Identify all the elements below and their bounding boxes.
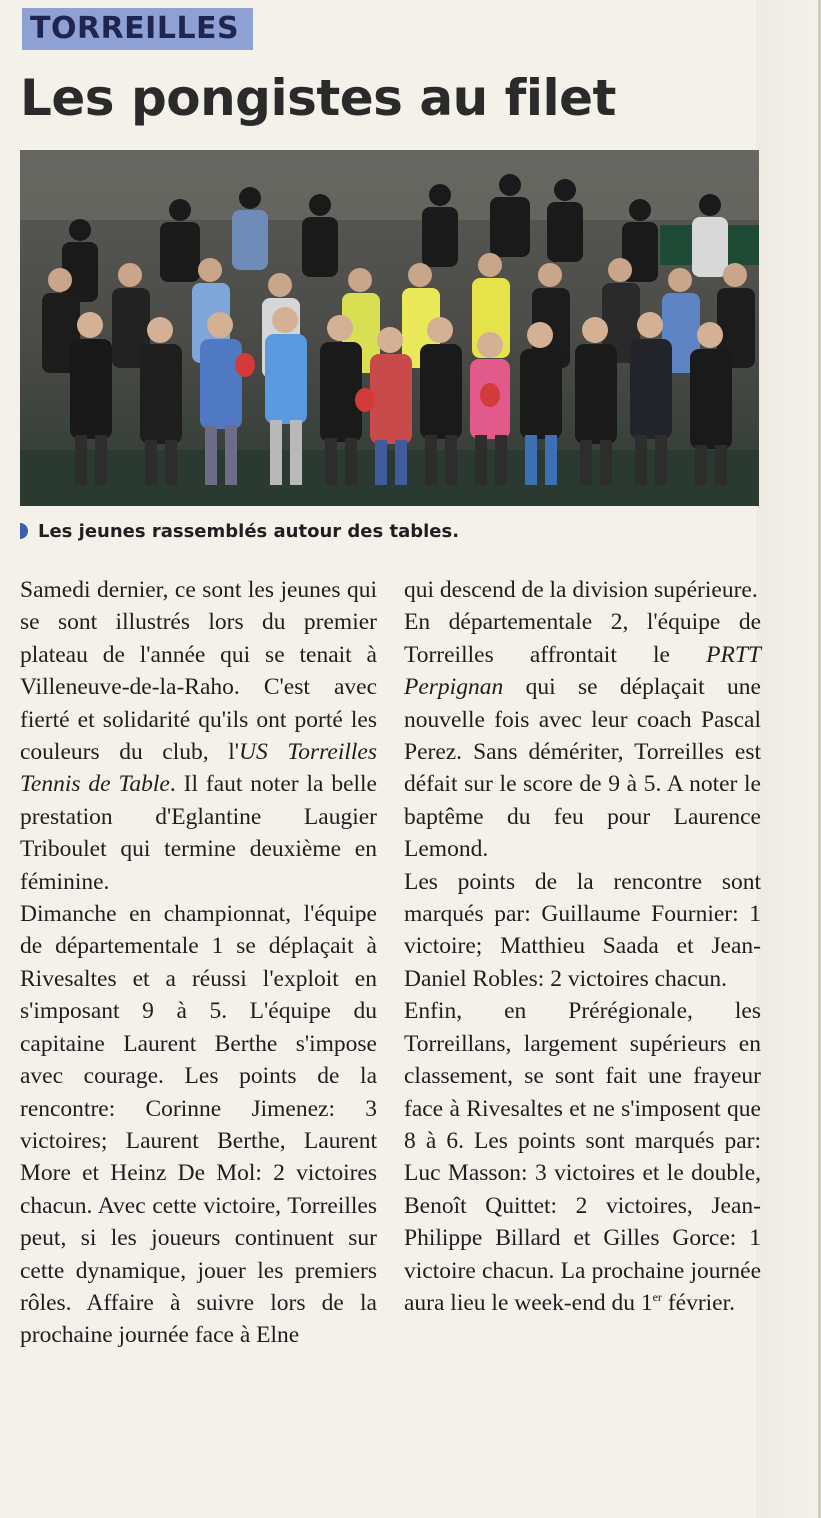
- article-paragraph: Les points de la rencontre sont marqués par: Guillaume Fournier: 1 victoire; Matthieu Saada et Jean-Daniel Robles: 2 victoires chacun.: [404, 868, 761, 992]
- text-run: Enfin, en Prérégionale, les Torreillans, largement supérieurs en classement, se sont fait une frayeur face à Rivesaltes et ne s'imposent que 8 à 6. Les points sont marqués par: Luc Masson: 3 victoires et le double, Benoît Quittet: 2 victoires, Jean-Philippe Billard et Gilles Gorce: 1 victoire chacun. La prochaine journée aura lieu le week-end du 1: [404, 998, 761, 1316]
- caption-marker-icon: [20, 523, 28, 539]
- article-column-right: [404, 574, 761, 1319]
- article-paragraph: [404, 606, 761, 865]
- article-paragraph: qui descend de la division supérieure.: [404, 577, 758, 603]
- text-run: qui se déplaçait une nouvelle fois avec leur coach Pascal Perez. Sans démériter, Torreilles est défait sur le score de 9 à 5. A noter le baptême du feu pour Laurence Lemond.: [404, 674, 761, 863]
- article-paragraph: [404, 995, 761, 1319]
- caption-text: Les jeunes rassemblés autour des tables.: [38, 521, 460, 542]
- photo-caption: [20, 518, 760, 546]
- section-rubric: TORREILLES: [22, 8, 253, 50]
- text-run: Samedi dernier, ce sont les jeunes qui se sont illustrés lors du premier plateau de l'année qui se tenait à Villeneuve-de-la-Raho. C'est avec fierté et solidarité qu'ils ont porté les couleurs du club, l': [20, 577, 377, 766]
- club-name: PRTT Perpignan: [404, 641, 761, 701]
- headline: Les pongistes au filet: [20, 69, 616, 127]
- photo-illustration: [20, 150, 759, 506]
- adjacent-column-bleed: [756, 0, 818, 1518]
- article-paragraph: Dimanche en championnat, l'équipe de départementale 1 se déplaçait à Rivesaltes et a réussi l'exploit en s'imposant 9 à 5. L'équipe du capitaine Laurent Berthe s'impose avec courage. Les points de la rencontre: Corinne Jimenez: 3 victoires; Laurent Berthe, Laurent More et Heinz De Mol: 2 victoires chacun. Avec cette victoire, Torreilles peut, si les joueurs continuent sur cette dynamique, jouer les premiers rôles. Affaire à suivre lors de la prochaine journée face à Elne: [20, 901, 377, 1349]
- article-paragraph: [20, 574, 377, 898]
- text-run: . Il faut noter la belle prestation d'Eglantine Laugier Triboulet qui termine deuxième en féminine.: [20, 771, 377, 895]
- club-name: US Torreilles Tennis de Table: [20, 739, 377, 798]
- text-run: février.: [661, 1289, 736, 1316]
- article-column-left: [20, 574, 377, 1352]
- ordinal-superscript: er: [652, 1290, 662, 1305]
- group-photo: [20, 150, 759, 506]
- text-run: En départementale 2, l'équipe de Torreilles affrontait le: [404, 609, 761, 668]
